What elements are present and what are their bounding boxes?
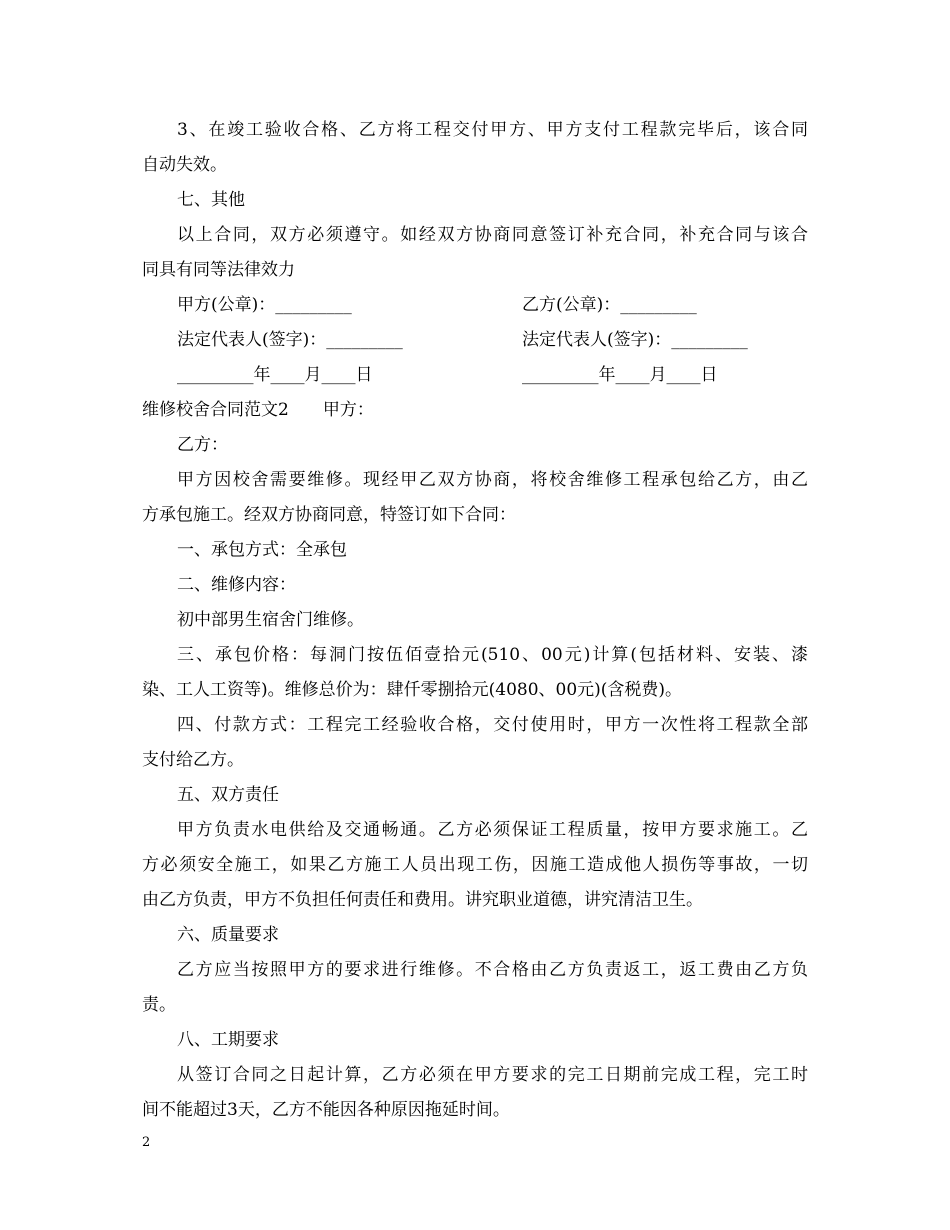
text-line: 甲方因校舍需要维修。现经甲乙双方协商，将校舍维修工程承包给乙方，由乙 xyxy=(177,470,808,490)
party-b-date-field: _________年____月____日 xyxy=(522,365,718,385)
party-a-seal-field: 甲方(公章)：_________ xyxy=(177,295,352,315)
text-line: 初中部男生宿舍门维修。 xyxy=(177,610,364,630)
text-line: 方承包施工。经双方协商同意，特签订如下合同： xyxy=(142,505,516,525)
text-line: 3、在竣工验收合格、乙方将工程交付甲方、甲方支付工程款完毕后，该合同 xyxy=(177,120,808,140)
text-line: 四、付款方式：工程完工经验收合格，交付使用时，甲方一次性将工程款全部 xyxy=(177,715,808,735)
text-line: 自动失效。 xyxy=(142,155,227,175)
section-heading: 八、工期要求 xyxy=(177,1030,279,1050)
section-heading: 五、双方责任 xyxy=(177,785,279,805)
text-line: 乙方应当按照甲方的要求进行维修。不合格由乙方负责返工，返工费由乙方负 xyxy=(177,960,808,980)
text-line: 甲方负责水电供给及交通畅通。乙方必须保证工程质量，按甲方要求施工。乙 xyxy=(177,820,808,840)
text-line: 同具有同等法律效力 xyxy=(142,260,295,280)
section-heading: 六、质量要求 xyxy=(177,925,279,945)
text-line: 乙方： xyxy=(177,435,228,455)
text-line: 方必须安全施工，如果乙方施工人员出现工伤，因施工造成他人损伤等事故，一切 xyxy=(142,855,808,875)
document-title: 维修校舍合同范文2 甲方： xyxy=(142,400,374,420)
party-a-date-field: _________年____月____日 xyxy=(177,365,373,385)
party-a-representative-field: 法定代表人(签字)：_________ xyxy=(177,330,403,350)
section-heading: 二、维修内容： xyxy=(177,575,296,595)
section-heading: 一、承包方式：全承包 xyxy=(177,540,347,560)
text-line: 责。 xyxy=(142,995,176,1015)
party-b-representative-field: 法定代表人(签字)：_________ xyxy=(522,330,748,350)
text-line: 支付给乙方。 xyxy=(142,750,244,770)
page-number: 2 xyxy=(142,1135,151,1150)
text-line: 以上合同，双方必须遵守。如经双方协商同意签订补充合同，补充合同与该合 xyxy=(177,225,808,245)
text-line: 染、工人工资等)。维修总价为：肆仟零捌拾元(4080、00元)(含税费)。 xyxy=(142,680,683,700)
text-line: 由乙方负责，甲方不负担任何责任和费用。讲究职业道德，讲究清洁卫生。 xyxy=(142,890,703,910)
text-line: 间不能超过3天，乙方不能因各种原因拖延时间。 xyxy=(142,1100,510,1120)
section-heading: 七、其他 xyxy=(177,190,245,210)
party-b-seal-field: 乙方(公章)：_________ xyxy=(522,295,697,315)
text-line: 三、承包价格：每洞门按伍佰壹拾元(510、00元)计算(包括材料、安装、漆 xyxy=(177,645,808,665)
text-line: 从签订合同之日起计算，乙方必须在甲方要求的完工日期前完成工程，完工时 xyxy=(177,1065,808,1085)
